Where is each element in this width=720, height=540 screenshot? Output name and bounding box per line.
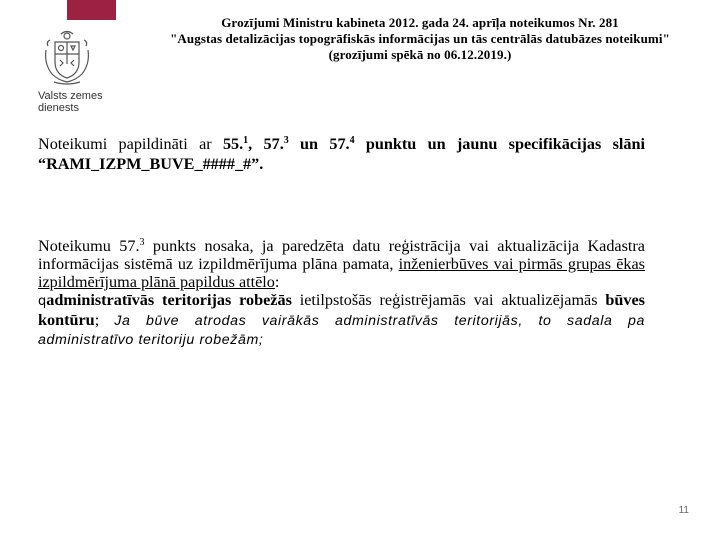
para2-text-1: Noteikumu 57. — [38, 237, 140, 255]
para2-italic: Ja būve atrodas vairākās administratīvās teritorijās, to sadala pa administratīvo teritoriju robežām; — [38, 313, 645, 348]
page-header — [140, 15, 700, 63]
para2-text-2: punkts nosaka, ja paredzēta datu reģistrācija vai aktualizācija Kadastra informācijas sistēmā uz izpildmērījuma plāna pamata, — [38, 237, 645, 273]
para1-text-2: 55. — [222, 135, 244, 153]
logo-line-2: dienests — [38, 102, 79, 114]
para1-sup-1: 1 — [243, 135, 249, 146]
brand-bar — [67, 0, 116, 20]
paragraph-amendments — [38, 134, 645, 174]
paragraph-rule — [38, 237, 645, 349]
para2-bold-1: administratīvās teritorijas robežās — [46, 291, 292, 309]
header-line-3: (grozījumi spēkā no 06.12.2019.) — [328, 47, 512, 62]
para1-text-1: Noteikumi papildināti ar — [38, 135, 223, 153]
checkbox-bullet-icon: q — [38, 294, 47, 309]
para2-text-4: ietilpstošās reģistrējamās vai aktualizējamās — [291, 291, 606, 309]
header-line-2: "Augstas detalizācijas topogrāfiskās informācijas un tās centrālās datubāzes noteikumi" — [170, 31, 670, 46]
coat-of-arms-icon — [42, 30, 92, 86]
para1-text-5: punktu un jaunu specifikācijas slāni “RAMI_IZPM_BUVE_####_#”. — [38, 135, 645, 173]
para1-sup-2: 3 — [283, 135, 289, 146]
logo — [30, 30, 104, 122]
page-number: 11 — [678, 505, 689, 516]
logo-line-1: Valsts zemes — [38, 90, 103, 102]
para2-sup-1: 3 — [139, 237, 145, 248]
para1-text-3: , 57. — [248, 135, 284, 153]
para1-sup-3: 4 — [349, 135, 355, 146]
header-line-1: Grozījumi Ministru kabineta 2012. gada 24. aprīļa noteikumos Nr. 281 — [221, 15, 619, 30]
para1-text-4: un 57. — [288, 135, 350, 153]
para2-text-3: : — [274, 273, 280, 291]
para2-text-5: ; — [94, 311, 115, 329]
para2-underlined: inženierbūves vai pirmās grupas ēkas izpildmērījuma plānā papildus attēlo — [38, 255, 645, 291]
para2-bold-2: būves kontūru — [38, 291, 645, 329]
